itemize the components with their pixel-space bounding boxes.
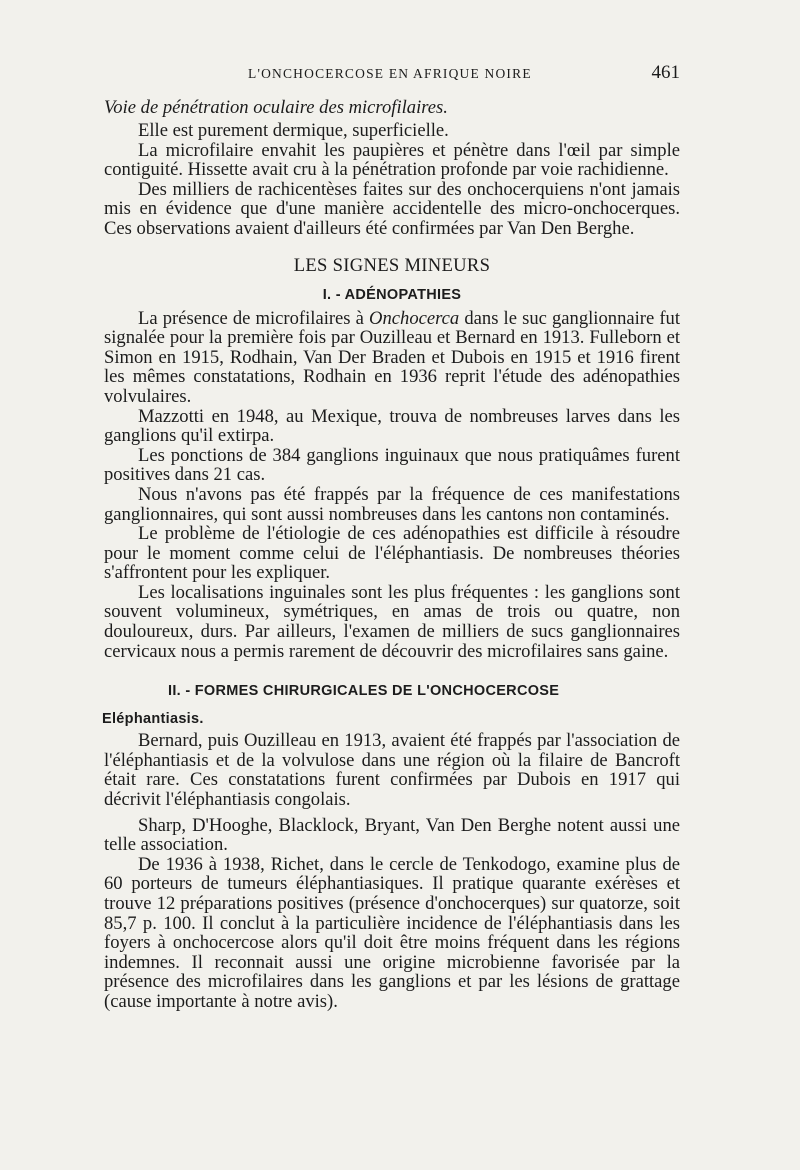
intro-paragraph: Elle est purement dermique, superficielle. (138, 120, 449, 141)
adenopathies-paragraph: Nous n'avons pas été frappés par la fréquence de ces manifestations ganglionnaires, qui sont aussi nombreuses dans les cantons non contaminés. (104, 483, 680, 525)
intro-paragraph: Des milliers de rachicentèses faites sur des onchocerquiens n'ont jamais mis en évidence que d'une manière accidentelle des micro-onchocerques. Ces observations avaient d'ailleurs été confirmées par Van Den Berghe. (104, 178, 680, 239)
formes-title: II. - FORMES CHIRURGICALES DE L'ONCHOCERCOSE (168, 683, 560, 700)
adenopathies-paragraph: Les localisations inguinales sont les plus fréquentes : les ganglions sont souvent volumineux, symétriques, en amas de trois ou quatre, non douloureux, durs. Par ailleurs, l'examen de milliers de sucs ganglionnaires cervicaux nous a permis rarement de découvrir des microfilaires sans gaine. (104, 581, 680, 662)
elephantiasis-subhead: Eléphantiasis. (102, 711, 204, 728)
species-name: Onchocerca (369, 307, 460, 329)
adenopathies-paragraph: Mazzotti en 1948, au Mexique, trouva de nombreuses larves dans les ganglions qu'il extirpa. (104, 405, 680, 447)
section-title: LES SIGNES MINEURS (293, 254, 491, 276)
formes-paragraph: Sharp, D'Hooghe, Blacklock, Bryant, Van Den Berghe notent aussi une telle association. (104, 814, 680, 856)
page-number: 461 (651, 62, 680, 83)
running-title: L'ONCHOCERCOSE EN AFRIQUE NOIRE (248, 66, 532, 81)
intro-subhead: Voie de pénétration oculaire des microfilaires. (104, 97, 448, 118)
adenopathies-paragraph (104, 309, 680, 407)
adenopathies-p1-before: La présence de microfilaires à (138, 307, 370, 329)
formes-paragraph: De 1936 à 1938, Richet, dans le cercle de Tenkodogo, examine plus de 60 porteurs de tumeurs éléphantiasiques. Il pratique quarante exérèses et trouve 12 préparations positives (présence d'onchocerques) sur quatorze, soit 85,7 p. 100. Il conclut à la particulière incidence de l'éléphantiasis dans les foyers à onchocercose alors qu'il doit être moins fréquent dans les régions indemnes. Il reconnait aussi une origine microbienne favorisée par la présence des microfilaires dans les ganglions et par les lésions de grattage (cause importante à notre avis). (104, 853, 680, 1012)
page-header (104, 60, 680, 96)
formes-paragraph: Bernard, puis Ouzilleau en 1913, avaient été frappés par l'association de l'éléphantiasis et de la volvulose dans une région où la filaire de Bancroft était rare. Ces constatations furent confirmées par Dubois en 1917 qui décrivit l'éléphantiasis congolais. (104, 730, 680, 811)
adenopathies-p1-after: dans le suc ganglionnaire fut signalée pour la première fois par Ouzilleau et Bernard en 1913. Fulleborn et Simon en 1915, Rodhain, Van Der Braden et Dubois en 1915 et 1916 firent les mêmes constatations, Rodhain en 1936 reprit l'étude des adénopathies volvulaires. (104, 307, 680, 407)
adenopathies-title: I. - ADÉNOPATHIES (322, 286, 462, 303)
adenopathies-paragraph: Les ponctions de 384 ganglions inguinaux que nous pratiquâmes furent positives dans 21 cas. (104, 444, 680, 486)
document-page (104, 60, 680, 1012)
adenopathies-paragraph: Le problème de l'étiologie de ces adénopathies est difficile à résoudre pour le moment comme celui de l'éléphantiasis. De nombreuses théories s'affrontent pour les expliquer. (104, 523, 680, 584)
intro-paragraph: La microfilaire envahit les paupières et pénètre dans l'œil par simple contiguité. Hissette avait cru à la pénétration profonde par voie rachidienne. (104, 139, 680, 181)
